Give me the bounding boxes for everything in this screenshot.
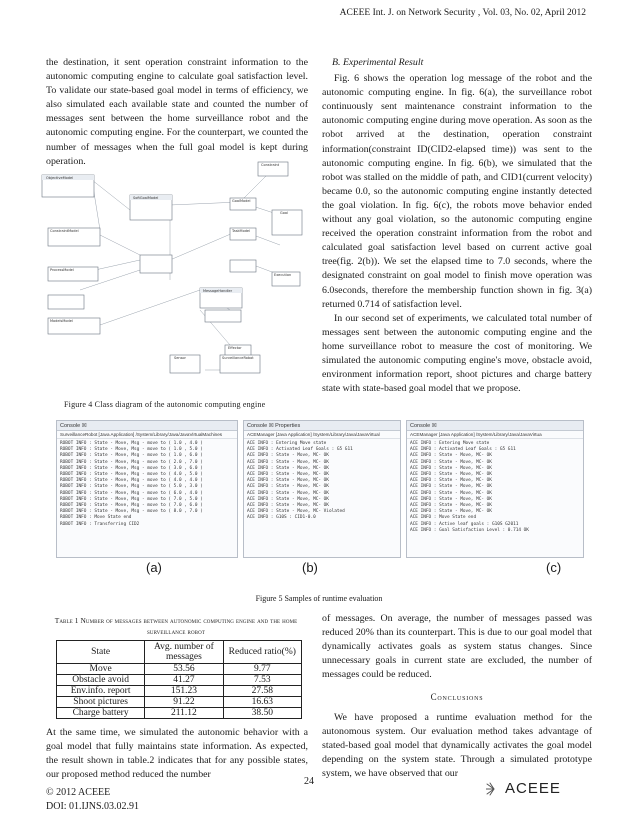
class-label: TaskModel bbox=[232, 229, 251, 233]
table-header-state: State bbox=[57, 641, 145, 664]
right-column-bottom-text bbox=[322, 612, 592, 781]
console-line: ACE INFO : State - Move, MC- OK bbox=[410, 472, 492, 478]
class-label: GoalModel bbox=[232, 199, 251, 203]
subfigure-label-b: (b) bbox=[302, 560, 318, 575]
messages-table bbox=[56, 640, 302, 719]
paragraph: We have proposed a runtime evaluation method for the autonomous system. Our evaluation method takes advantage of stated-based goal model that dynamically activates the goal model depending on the system state. Through a simulated prototype system, we have observed that our bbox=[322, 711, 592, 779]
left-column-top-text bbox=[46, 56, 308, 169]
table-cell: 211.12 bbox=[145, 708, 223, 719]
console-line: ROBOT INFO : Transferring CID2 bbox=[60, 521, 140, 527]
console-log bbox=[57, 439, 237, 530]
class-label: ProcessModel bbox=[50, 268, 74, 272]
subfigure-label-a: (a) bbox=[146, 560, 162, 575]
console-line: ACE INFO : State - Move, MC- OK bbox=[410, 478, 492, 484]
table-header-ratio: Reduced ratio(%) bbox=[223, 641, 301, 664]
table-row bbox=[57, 697, 302, 708]
paragraph: Fig. 6 shows the operation log message of the robot and the autonomic computing engine. In fig. 6(a), the surveillance robot continuously sent maintenance constraint information to the autonomic computing engine during move operation. As soon as the robot arrived at the destination, operation constraint information(constraint ID(CID2-elapsed time)) was sent to the autonomic computing engine. In fig. 6(b), we simulated that the robot was stalled on the middle of path, and CID1(current velocity) became 0.0, so the autonomic computing engine instantly detected the goal violation. In fig. 6(c), the robots move behavior ended without any goal violation, so the autonomic computing engine received the operation constraint information from the robot and calculated goal satisfaction level based on current active goal tree(fig. 2(b)). We set the elapsed time to 7.0 seconds, where the designated constraint on goal model to finish move operation was 6.0seconds, therefore the membership function shown in fig. 3(a) returned 0.714 of satisfaction level. bbox=[322, 73, 592, 310]
right-column-top-text bbox=[322, 56, 592, 396]
class-label: Sensor bbox=[174, 356, 186, 360]
console-line: ACE INFO : State - Move, MC- OK bbox=[410, 453, 492, 459]
table-row bbox=[57, 686, 302, 697]
class-box bbox=[140, 255, 172, 273]
console-line: ACE INFO : State - Move, MC- OK bbox=[410, 496, 492, 502]
console-panel-b bbox=[243, 420, 401, 558]
console-line: ACE INFO : State - Move, MC- OK bbox=[247, 490, 329, 496]
console-line: ACE INFO : State - Move, MC- OK bbox=[247, 484, 329, 490]
console-line: ROBOT INFO : State - Move, Msg - move to ( 3.0 , 6.0 ) bbox=[60, 465, 203, 471]
console-line: ACE INFO : Move State end bbox=[410, 515, 477, 521]
console-path: ACEManager [Java Application] /System/Library/Java/JavaVirtual bbox=[244, 431, 400, 439]
footer-info bbox=[46, 786, 139, 814]
left-column-bottom-text bbox=[46, 726, 308, 782]
paragraph: the destination, it sent operation constraint information to the autonomic computing engine to calculate goal satisfaction level. To validate our state-based goal model in terms of efficiency, we also simulated each available state and counted the number of messages sent between the home surveillance robot and the autonomic computing engine. For the counterpart, we counted the number of messages when the full goal model is kept during operation. bbox=[46, 57, 308, 167]
figure-4-caption: Figure 4 Class diagram of the autonomic computing engine bbox=[64, 400, 266, 409]
console-log bbox=[244, 439, 400, 524]
runtime-console-screenshots bbox=[56, 420, 584, 558]
console-line: ACE INFO : State - Move, MC- OK bbox=[247, 453, 329, 459]
table-1-caption bbox=[40, 616, 312, 638]
table-row bbox=[57, 708, 302, 719]
console-line: ROBOT INFO : State - Move, Msg - move to ( 1.0 , 4.0 ) bbox=[60, 441, 203, 446]
console-line: ACE INFO : Entering Move state bbox=[410, 441, 490, 446]
console-line: ROBOT INFO : State - Move, Msg - move to ( 4.0 , 4.0 ) bbox=[60, 478, 203, 484]
class-label: ModelsModel bbox=[50, 319, 73, 323]
console-line: ACE INFO : G10S : CID1-0.0 bbox=[247, 515, 316, 521]
console-panel-a bbox=[56, 420, 238, 558]
console-tab: Console ☒ bbox=[57, 421, 237, 431]
table-cell: Charge battery bbox=[57, 708, 145, 719]
console-line: ACE INFO : Activated Leaf Goals : G5 G11 bbox=[410, 447, 516, 453]
console-panel-c bbox=[406, 420, 584, 558]
console-line: ROBOT INFO : State - Move, Msg - move to ( 2.0 , 7.0 ) bbox=[60, 459, 203, 465]
class-diagram-figure bbox=[40, 160, 310, 400]
table-cell: 53.56 bbox=[145, 664, 223, 675]
console-line: ACE INFO : State - Move, MC- OK bbox=[410, 509, 492, 515]
table-cell: 16.63 bbox=[223, 697, 301, 708]
console-line: ACE INFO : State - Move, MC- OK bbox=[247, 503, 329, 509]
table-cell: 41.27 bbox=[145, 675, 223, 686]
table-cell: 38.50 bbox=[223, 708, 301, 719]
table-row bbox=[57, 675, 302, 686]
class-label: MessageHandler bbox=[203, 289, 233, 293]
console-line: ROBOT INFO : State - Move, Msg - move to ( 5.0 , 3.0 ) bbox=[60, 484, 203, 490]
doi: DOI: 01.IJNS.03.02.91 bbox=[46, 801, 140, 812]
copyright: © 2012 ACEEE bbox=[46, 787, 111, 798]
console-line: ROBOT INFO : State - Move, Msg - move to ( 7.0 , 5.0 ) bbox=[60, 496, 203, 502]
class-label: ObjectiveModel bbox=[46, 176, 74, 180]
console-line: ACE INFO : State - Move, MC- OK bbox=[247, 465, 329, 471]
console-tab: Console ☒ bbox=[407, 421, 583, 431]
console-line: ROBOT INFO : State - Move, Msg - move to ( 6.0 , 4.0 ) bbox=[60, 490, 203, 496]
table-cell: Env.info. report bbox=[57, 686, 145, 697]
class-label: ConstraintModel bbox=[50, 229, 79, 233]
table-cell: 151.23 bbox=[145, 686, 223, 697]
console-line: ROBOT INFO : State - Move, Msg - move to ( 8.0 , 7.0 ) bbox=[60, 509, 203, 515]
page-number: 24 bbox=[304, 776, 314, 787]
section-heading-conclusions: Conclusions bbox=[430, 692, 484, 703]
console-line: ACE INFO : Active leaf goals : G10S G2011 bbox=[410, 521, 519, 527]
table-cell: Move bbox=[57, 664, 145, 675]
paragraph: In our second set of experiments, we calculated total number of messages sent between the autonomic computing engine and the home surveillance robot to measure the cost of monitoring. We simulated the autonomic computing engine's move, obstacle avoid, environment information report, shoot pictures and charge battery state with state-based goal model that we propose. bbox=[322, 312, 592, 395]
table-row bbox=[57, 664, 302, 675]
logo-text: ACEEE bbox=[505, 780, 561, 797]
table-cell: 27.58 bbox=[223, 686, 301, 697]
class-label: Goal bbox=[280, 211, 288, 215]
console-line: ACE INFO : State - Move, MC- OK bbox=[247, 496, 329, 502]
table-cell: Obstacle avoid bbox=[57, 675, 145, 686]
console-path: SurveillanceRobot [Java Application] /System/Library/Java/JavaVirtualMachines bbox=[57, 431, 237, 439]
paragraph: At the same time, we simulated the autonomic behavior with a goal model that fully maintains state information. As expected, the result shown in table.2 indicates that for any possible states, our proposed method reduced the number bbox=[46, 727, 308, 781]
console-line: ACE INFO : Activated Leaf Goals : G5 G11 bbox=[247, 447, 353, 453]
console-line: ACE INFO : State - Move, MC- OK bbox=[410, 503, 492, 509]
console-line: ACE INFO : Goal Satisfaction Level : 0.714 OK bbox=[410, 527, 529, 533]
class-label: Constraint bbox=[261, 163, 280, 167]
console-line: ACE INFO : State - Move, MC- OK bbox=[410, 459, 492, 465]
class-label: SoftGoalModel bbox=[133, 196, 159, 200]
table-cell: 9.77 bbox=[223, 664, 301, 675]
section-subheading: B. Experimental Result bbox=[332, 57, 424, 68]
class-label: Execution bbox=[274, 273, 292, 277]
console-line: ROBOT INFO : State - Move, Msg - move to ( 1.0 , 6.0 ) bbox=[60, 453, 203, 459]
class-box bbox=[230, 260, 256, 272]
table-header-messages: Avg. number of messages bbox=[145, 641, 223, 664]
table-cell: 7.53 bbox=[223, 675, 301, 686]
table-cell: Shoot pictures bbox=[57, 697, 145, 708]
star-burst-icon bbox=[486, 782, 502, 796]
console-line: ACE INFO : Entering Move state bbox=[247, 441, 327, 446]
class-label: Effector bbox=[228, 346, 242, 350]
class-box bbox=[48, 295, 84, 309]
console-line: ACE INFO : State - Move, MC- OK bbox=[247, 472, 329, 478]
console-line: ACE INFO : State - Move, MC- Violated bbox=[247, 509, 345, 515]
console-line: ACE INFO : State - Move, MC- OK bbox=[247, 459, 329, 465]
class-label: SurveillanceRobot bbox=[222, 356, 254, 360]
table-caption-text: Table 1 Number of messages between autonomic computing engine and the home surveillance robot bbox=[54, 616, 298, 636]
running-header: ACEEE Int. J. on Network Security , Vol. 03, No. 02, April 2012 bbox=[339, 8, 586, 18]
class-box bbox=[205, 310, 241, 322]
console-tab: Console ☒ Properties bbox=[244, 421, 400, 431]
console-line: ROBOT INFO : Move State end bbox=[60, 515, 132, 521]
console-line: ACE INFO : State - Move, MC- OK bbox=[410, 490, 492, 496]
console-line: ACE INFO : State - Move, MC- OK bbox=[410, 465, 492, 471]
console-line: ROBOT INFO : State - Move, Msg - move to ( 1.0 , 5.0 ) bbox=[60, 447, 203, 453]
subfigure-label-c: (c) bbox=[546, 560, 562, 575]
console-path: ACEManager [Java Application] /System/Library/Java/JavaVirtua bbox=[407, 431, 583, 439]
table-cell: 91.22 bbox=[145, 697, 223, 708]
paragraph: of messages. On average, the number of messages passed was reduced 20% than its counterpart. This is due to our goal model that dynamically activates goals as system status changes. Since unnecessary goals in current state are excluded, the number of messages could be reduced. bbox=[322, 613, 592, 681]
console-line: ACE INFO : State - Move, MC- OK bbox=[410, 484, 492, 490]
console-line: ROBOT INFO : State - Move, Msg - move to ( 4.0 , 5.0 ) bbox=[60, 472, 203, 478]
aceee-logo bbox=[486, 780, 561, 797]
console-line: ROBOT INFO : State - Move, Msg - move to ( 7.0 , 6.0 ) bbox=[60, 503, 203, 509]
figure-5-caption: Figure 5 Samples of runtime evaluation bbox=[255, 594, 383, 603]
console-line: ACE INFO : State - Move, MC- OK bbox=[247, 478, 329, 484]
console-log bbox=[407, 439, 583, 536]
